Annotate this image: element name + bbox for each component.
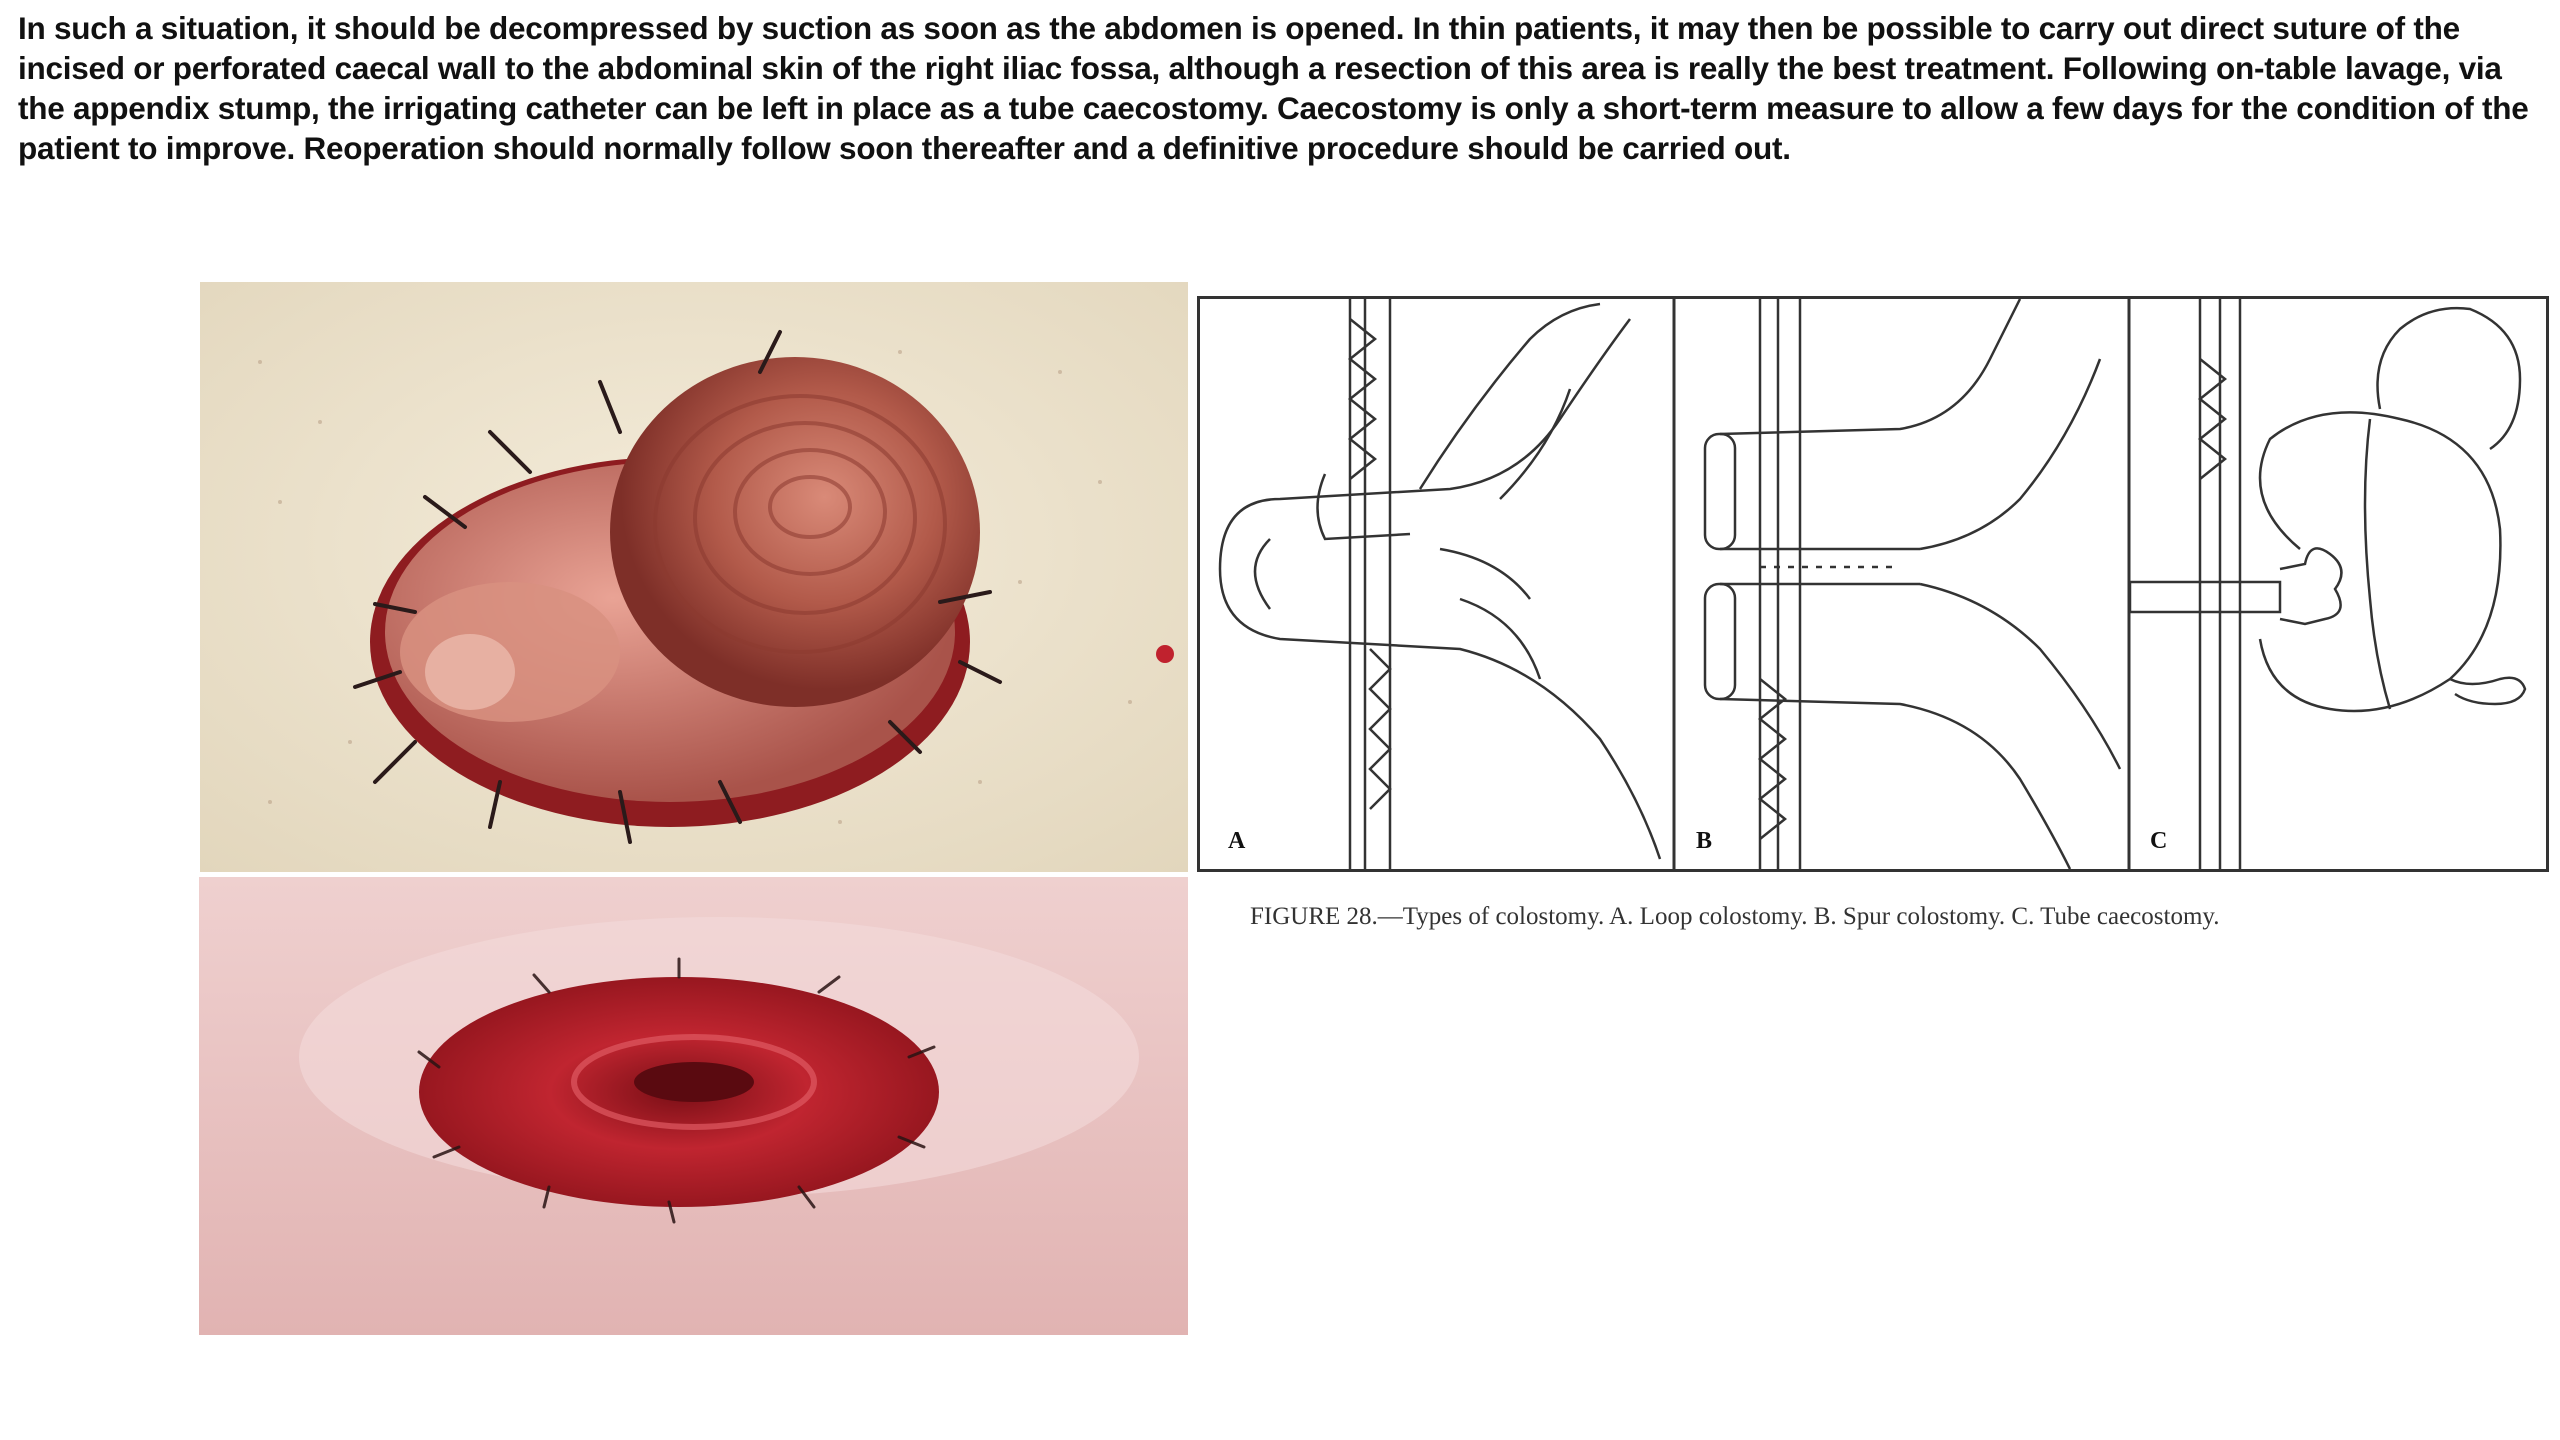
- stoma-photo-bottom: [199, 877, 1188, 1335]
- panel-label-c: C: [2150, 828, 2168, 854]
- stoma-photo-top: [200, 282, 1188, 872]
- body-paragraph: In such a situation, it should be decompressed by suction as soon as the abdomen is opened. In thin patients, it may then be possible to carry out direct suture of the incised or perforated caecal wall to the abdominal skin of the right iliac fossa, although a resection of this area is really the best treatment. Following on-table lavage, via the appendix stump, the irrigating catheter can be left in place as a tube caecostomy. Caecostomy is only a short-term measure to allow a few days for the condition of the patient to improve. Reoperation should normally follow soon thereafter and a definitive procedure should be carried out.: [18, 10, 2529, 166]
- panel-label-b: B: [1696, 828, 1713, 854]
- figure-caption: FIGURE 28.—Types of colostomy. A. Loop colostomy. B. Spur colostomy. C. Tube caecostomy.: [1250, 903, 2220, 930]
- colostomy-diagram: [1197, 296, 2549, 872]
- panel-label-a: A: [1228, 828, 1246, 854]
